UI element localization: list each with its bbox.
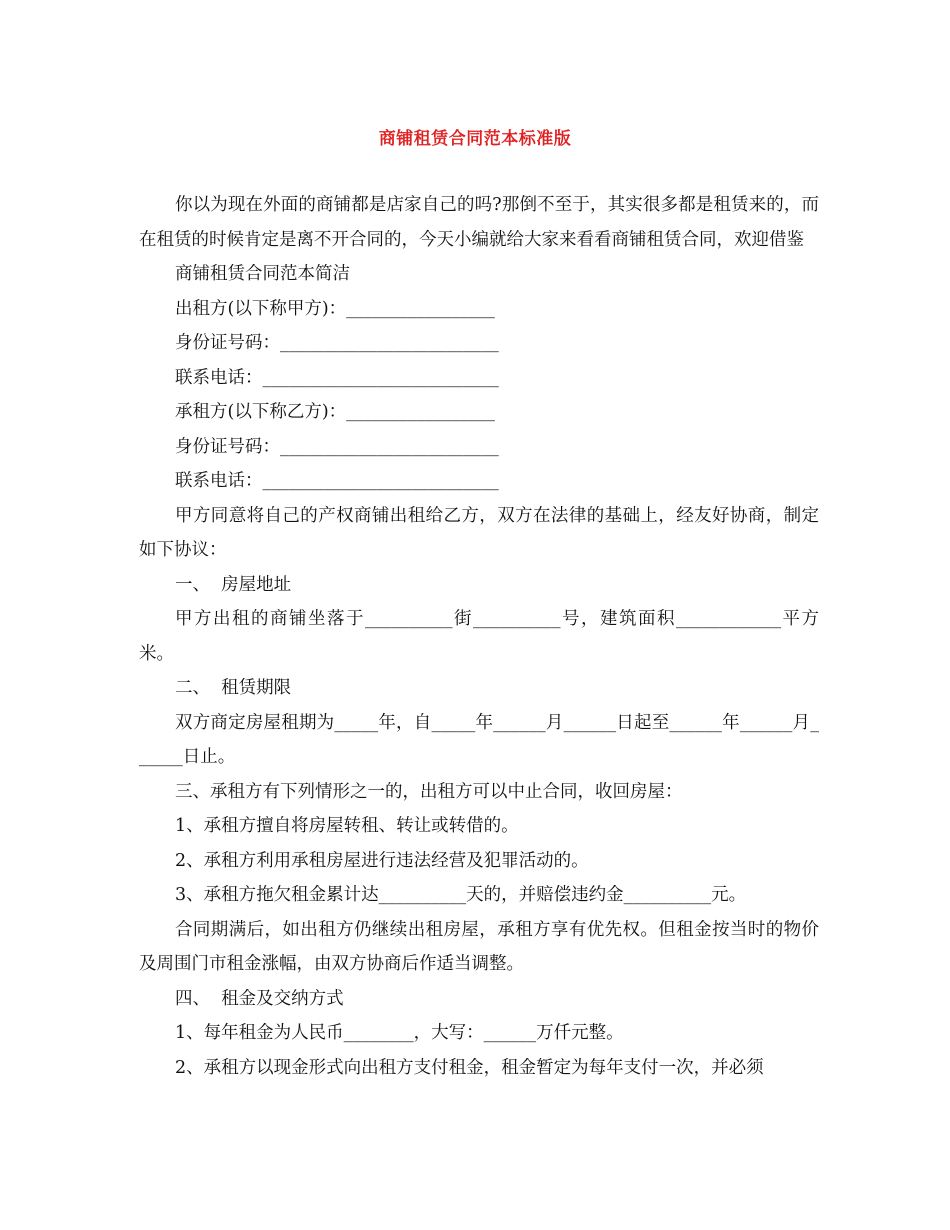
intro-paragraph: 你以为现在外面的商铺都是店家自己的吗?那倒不至于，其实很多都是租赁来的，而在租赁的时候肯定是离不开合同的，今天小编就给大家来看看商铺租赁合同，欢迎借鉴 (139, 195, 819, 250)
clause-paragraph: 双方商定房屋租期为_____年，自_____年______月______日起至______年______月______日止。 (139, 712, 819, 767)
section-heading: 二、 租赁期限 (175, 678, 292, 698)
document-body (139, 188, 819, 1085)
section-heading: 一、 房屋地址 (175, 574, 292, 595)
lessee-id-field: 身份证号码：_________________________ (175, 436, 499, 457)
lessor-id-field: 身份证号码：_________________________ (175, 333, 499, 353)
clause-item: 1、每年租金为人民币________，大写：______万仟元整。 (175, 1023, 624, 1043)
lessee-field: 承租方(以下称乙方)：_________________ (175, 402, 495, 422)
clause-item: 2、承租方以现金形式向出租方支付租金，租金暂定为每年支付一次，并必须 (175, 1057, 764, 1078)
clause-paragraph: 合同期满后，如出租方仍继续出租房屋，承租方享有优先权。但租金按当时的物价及周围门市租金涨幅，由双方协商后作适当调整。 (139, 919, 819, 974)
document-title: 商铺租赁合同范本标准版 (378, 129, 572, 149)
section-heading: 四、 租金及交纳方式 (175, 988, 344, 1009)
clause-paragraph: 甲方出租的商铺坐落于__________街__________号，建筑面积____________平方米。 (139, 609, 819, 664)
agreement-paragraph: 甲方同意将自己的产权商铺出租给乙方，双方在法律的基础上，经友好协商，制定如下协议： (139, 505, 819, 560)
contract-subtitle: 商铺租赁合同范本简洁 (175, 264, 350, 284)
clause-item: 1、承租方擅自将房屋转租、转让或转借的。 (175, 816, 519, 836)
lessor-field: 出租方(以下称甲方)：_________________ (175, 298, 495, 319)
clause-item: 3、承租方拖欠租金累计达__________天的，并赔偿违约金__________元。 (175, 885, 747, 905)
section-heading: 三、承租方有下列情形之一的，出租方可以中止合同，收回房屋： (175, 781, 683, 802)
clause-item: 2、承租方利用承租房屋进行违法经营及犯罪活动的。 (175, 850, 589, 871)
lessor-phone-field: 联系电话：___________________________ (175, 367, 499, 388)
lessee-phone-field: 联系电话：___________________________ (175, 471, 499, 491)
